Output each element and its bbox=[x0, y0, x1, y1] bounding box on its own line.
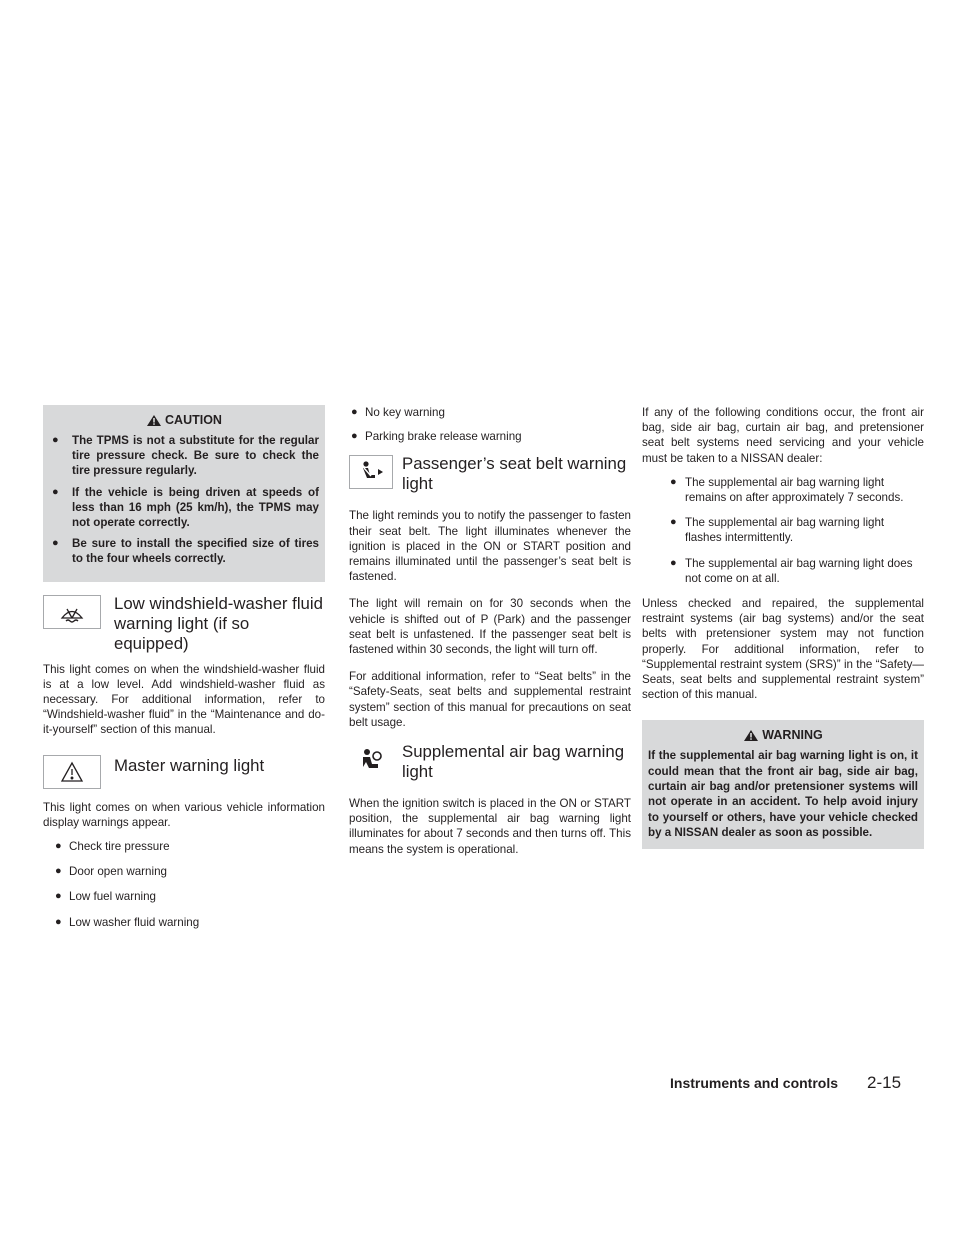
master-list-item: ● Check tire pressure bbox=[55, 840, 170, 854]
warning-box bbox=[642, 720, 924, 849]
passenger-body-3: For additional information, refer to “Seat belts” in the “Safety-Seats, seat belts and supplemental restraint system” section of this manual for precautions on seat belt usage. bbox=[349, 670, 631, 729]
column-right bbox=[642, 405, 924, 849]
washer-heading: Low windshield-washer fluid warning light (if so equipped) bbox=[114, 593, 323, 653]
caution-title: CAUTION bbox=[49, 411, 319, 429]
washer-body: This light comes on when the windshield-washer fluid is at a low level. Add windshield-washer fluid as necessary. For additional information, refer to “Windshield-washer fluid” in the “Maintenance and do-it-yourself” section of this manual. bbox=[43, 662, 325, 737]
page-number: 2-15 bbox=[867, 1073, 902, 1092]
passenger-heading-block bbox=[349, 454, 631, 500]
airbag-list-item: ● The supplemental air bag warning light does not come on at all. bbox=[670, 556, 913, 585]
master-body: This light comes on when various vehicle information display warnings appear. bbox=[43, 800, 325, 829]
section-title: Instruments and controls bbox=[670, 1075, 839, 1091]
passenger-body-2: The light will remain on for 30 seconds when the vehicle is shifted out of P (Park) and the passenger seat belt is unfastened. If the passenger seat belt is fastened within 30 seconds, the light will turn off. bbox=[349, 597, 631, 657]
warning-title: WARNING bbox=[648, 726, 918, 744]
passenger-seat-belt-icon bbox=[349, 455, 393, 489]
page-footer bbox=[0, 1073, 960, 1097]
master-list-item: ● Parking brake release warning bbox=[351, 430, 522, 444]
airbag-heading: Supplemental air bag warning light bbox=[402, 742, 625, 782]
caution-box bbox=[43, 405, 325, 582]
column-middle bbox=[349, 405, 631, 869]
master-list-item: ● Low washer fluid warning bbox=[55, 915, 200, 929]
airbag-body-2: If any of the following conditions occur, the front air bag, side air bag, curtain air bag, and pretensioner seat belt systems need servicing and your vehicle must be taken to a NISSAN dealer: bbox=[642, 406, 924, 465]
warning-text: If the supplemental air bag warning light is on, it could mean that the front air bag, side air bag, curtain air bag and/or pretensioner systems will not operate in an accident. To help avoid injury to yourself or others, have your vehicle checked by a NISSAN dealer as soon as possible. bbox=[648, 749, 918, 839]
master-warning-icon bbox=[43, 755, 101, 789]
master-heading-block bbox=[43, 754, 325, 792]
windshield-washer-icon bbox=[43, 595, 101, 629]
airbag-body-1: When the ignition switch is placed in the ON or START position, the supplemental air bag warning light illuminates for about 7 seconds and then turns off. This means the system is operational. bbox=[349, 797, 631, 856]
master-list-item: ● No key warning bbox=[351, 406, 445, 419]
airbag-warning-icon bbox=[349, 743, 393, 777]
airbag-heading-block bbox=[349, 742, 631, 788]
washer-heading-block bbox=[43, 594, 325, 654]
caution-item: ● If the vehicle is being driven at speeds of less than 16 mph (25 km/h), the TPMS may not operate correctly. bbox=[52, 485, 319, 530]
warning-triangle-icon bbox=[743, 729, 759, 742]
passenger-heading: Passenger’s seat belt warning light bbox=[402, 454, 627, 494]
master-list-item: ● Door open warning bbox=[55, 865, 167, 879]
caution-item: ● Be sure to install the specified size of tires to the four wheels correctly. bbox=[52, 537, 319, 566]
airbag-list-item: ● The supplemental air bag warning light remains on after approximately 7 seconds. bbox=[670, 475, 904, 505]
passenger-body-1: The light reminds you to notify the passenger to fasten their seat belt. The light illuminates whenever the ignition is placed in the ON or START position and remains illuminated until the passenger’s seat belt is fastened. bbox=[349, 509, 631, 584]
column-left bbox=[43, 405, 325, 940]
airbag-list-item: ● The supplemental air bag warning light flashes intermittently. bbox=[670, 516, 885, 545]
master-heading: Master warning light bbox=[114, 755, 265, 775]
caution-triangle-icon bbox=[146, 414, 162, 427]
caution-item: ● The TPMS is not a substitute for the regular tire pressure check. Be sure to check the tire pressure regularly. bbox=[52, 434, 319, 478]
airbag-body-3: Unless checked and repaired, the supplemental restraint systems (air bag systems) and/or the seat belts with pretensioner system may not function properly. For additional information, refer to “Supplemental restraint system (SRS)” in the “Safety—Seats, seat belts and supplemental restraint system” section of this manual. bbox=[642, 597, 924, 702]
master-list-item: ● Low fuel warning bbox=[55, 890, 157, 904]
